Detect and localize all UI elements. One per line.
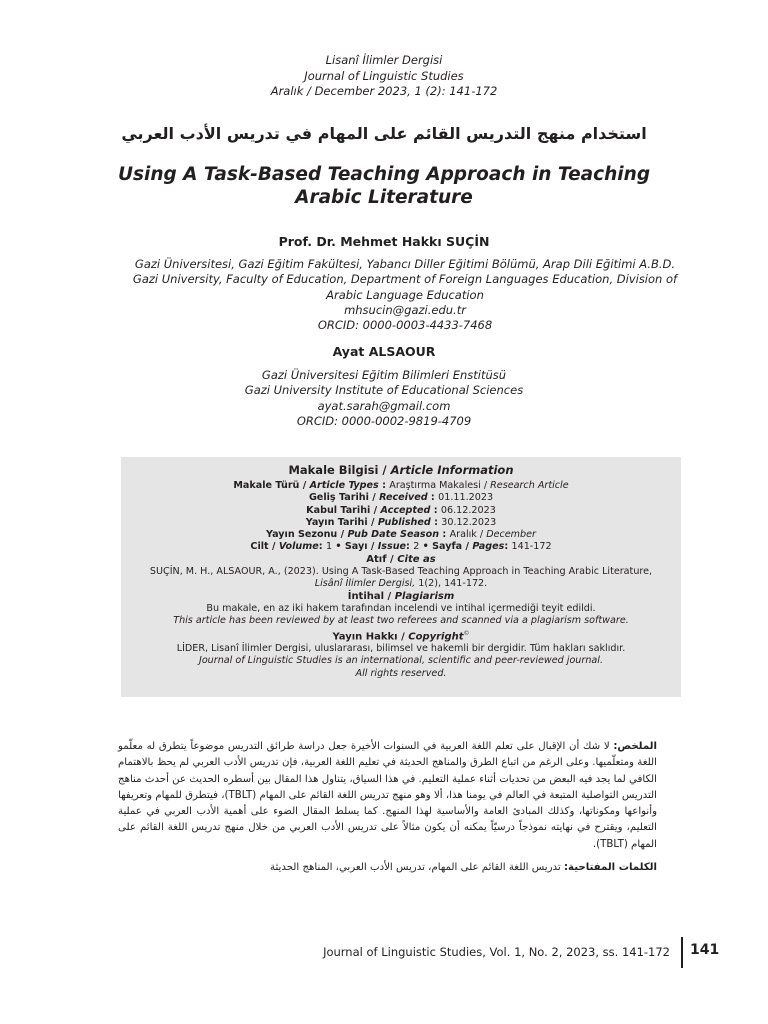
volume-issue-pages-row: Cilt / Volume: 1 • Sayı / Issue: 2 • Sayfa / Pages: 141-172 xyxy=(250,541,552,553)
journal-name-en: Journal of Linguistic Studies xyxy=(304,68,464,83)
author2-aff-en: Gazi University Institute of Educational Sciences xyxy=(244,383,524,398)
author2-affiliation xyxy=(130,368,638,429)
author2-orcid: ORCID: 0000-0002-9819-4709 xyxy=(296,413,472,428)
plagiarism-tr: Bu makale, en az iki hakem tarafından incelendi ve intihal içermediği teyit edildi. xyxy=(206,602,596,614)
title-english-line2: Arabic Literature xyxy=(295,187,473,208)
author2-email: ayat.sarah@gmail.com xyxy=(317,398,451,413)
author1-name: Prof. Dr. Mehmet Hakkı SUÇİN xyxy=(278,234,490,249)
copyright-en-2: All rights reserved. xyxy=(355,667,447,679)
footer-citation: Journal of Linguistic Studies, Vol. 1, No. 2, 2023, ss. 141-172 xyxy=(323,945,670,959)
journal-header xyxy=(0,53,768,100)
author1-aff-en: Gazi University, Faculty of Education, Department of Foreign Languages Education, Division of Arabic Language Education xyxy=(132,272,678,302)
article-type-row: Makale Türü / Article Types : Araştırma Makalesi / Research Article xyxy=(233,480,569,491)
accepted-row: Kabul Tarihi / Accepted : 06.12.2023 xyxy=(306,504,496,516)
copyright-tr: LİDER, Lisanî İlimler Dergisi, uluslararası, bilimsel ve hakemli bir dergidir. Tüm hakları saklıdır. xyxy=(176,643,626,655)
copyright-heading: Yayın Hakkı / Copyright© xyxy=(332,629,470,642)
author1-affiliation xyxy=(130,257,680,333)
copyright-en-1: Journal of Linguistic Studies is an international, scientific and peer-reviewed journal. xyxy=(198,655,604,667)
published-row: Yayın Tarihi / Published : 30.12.2023 xyxy=(305,516,497,528)
footer-divider xyxy=(681,937,683,968)
abstract-label: الملخص: xyxy=(613,741,657,752)
abstract-arabic xyxy=(118,739,657,853)
issue-line: Aralık / December 2023, 1 (2): 141-172 xyxy=(270,84,498,98)
cite-line-2: Lisânî İlimler Dergisi, 1(2), 141-172. xyxy=(314,578,488,590)
cite-line: SUÇİN, M. H., ALSAOUR, A., (2023). Using A Task-Based Teaching Approach in Teaching Arabic Literature, xyxy=(149,566,653,578)
plagiarism-heading: İntihal / Plagiarism xyxy=(347,590,455,602)
received-row: Geliş Tarihi / Received : 01.11.2023 xyxy=(308,492,494,504)
keywords-arabic xyxy=(118,860,657,876)
author1-orcid: ORCID: 0000-0003-4433-7468 xyxy=(317,318,493,333)
keywords-label: الكلمات المفتاحية: xyxy=(563,862,657,873)
author1-email: mhsucin@gazi.edu.tr xyxy=(344,302,466,317)
page-number: 141 xyxy=(690,942,720,958)
title-arabic: استخدام منهج التدريس القائم على المهام في تدريس الأدب العربي xyxy=(121,124,647,143)
cite-as-heading: Atıf / Cite as xyxy=(366,553,436,565)
title-english xyxy=(0,163,768,209)
article-info-box xyxy=(121,457,681,697)
plagiarism-en: This article has been reviewed by at least two referees and scanned via a plagiarism software. xyxy=(173,615,629,627)
author2-name: Ayat ALSAOUR xyxy=(332,344,436,359)
keywords-text: تدريس اللغة القائم على المهام، تدريس الأدب العربي، المناهج الحديثة xyxy=(270,862,561,873)
author2-aff-tr: Gazi Üniversitesi Eğitim Bilimleri Enstitüsü xyxy=(261,368,507,382)
season-row: Yayın Sezonu / Pub Date Season : Aralık / December xyxy=(266,529,536,541)
abstract-text: لا شك أن الإقبال على تعلم اللغة العربية في السنوات الأخيرة جعل دراسة طرائق التدريس موضوعاً يتطرق له معلّمو اللغة ومتعلّميها. وعلى الرغم من اتباع الطرق والمناهج الحديثة في تعليم اللغة العربية، فإن تدريس الأدب العربي لم يحظ بالاهتمام الكافي لما يجد فيه البعض من تحديات أثناء عملية التعليم. في هذا السياق، يتناول هذا المقال بين أسطره الحديث عن أحدث مناهج التدريس التواصلية المتبعة في العالم في يومنا هذا، ألا وهو منهج تدريس اللغة القائم على المهام (TBLT)، فيتطرق للمهام وتعريفها وأنواعها ومكوناتها، وكذلك المبادئ العامة والأساسية لهذا المنهج. كما يسلط المقال الضوء على أهمية الأدب العربي في عملية التعليم، ويقترح في نهايته نموذجاً درسيّاً يمكنه أن يكون مثالاً على تدريس الأدب العربي من خلال منهج تدريس اللغة القائم على المهام (TBLT). xyxy=(118,741,657,850)
article-info-title: Makale Bilgisi / Article Information xyxy=(288,463,514,477)
journal-name-tr: Lisanî İlimler Dergisi xyxy=(325,53,443,67)
title-english-line1: Using A Task-Based Teaching Approach in Teaching xyxy=(117,164,651,185)
author1-aff-tr: Gazi Üniversitesi, Gazi Eğitim Fakültesi, Yabancı Diller Eğitimi Bölümü, Arap Dili Eğitimi A.B.D. xyxy=(134,257,676,271)
